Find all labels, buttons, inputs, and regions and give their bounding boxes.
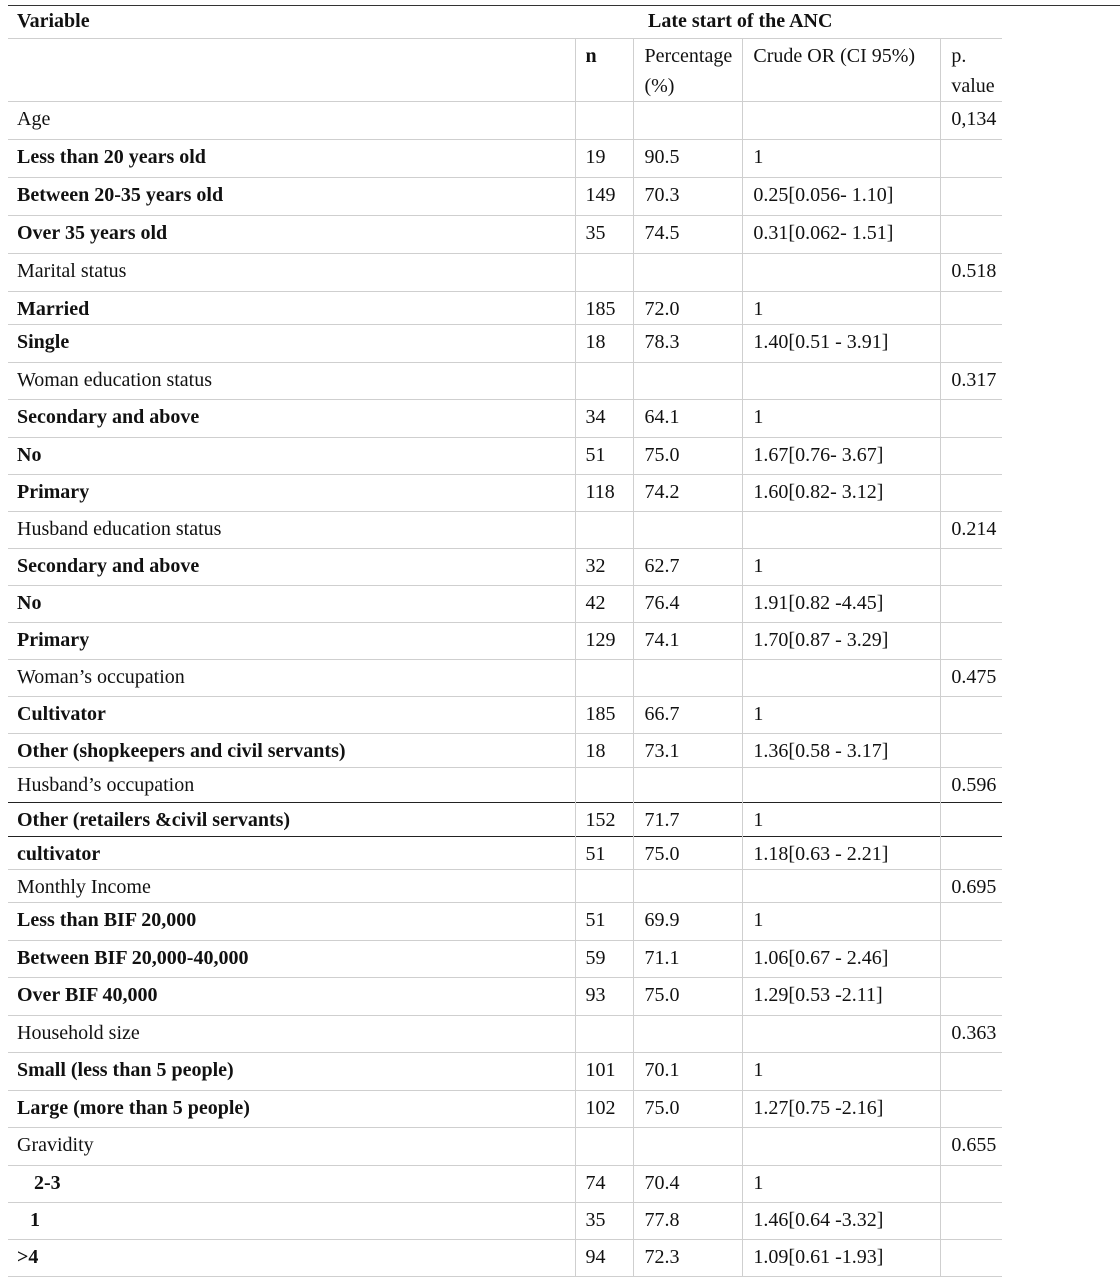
row-percentage: 77.8 (634, 1203, 743, 1240)
table-row (8, 697, 1002, 734)
row-pvalue (941, 1203, 1002, 1240)
row-crude-or: 1.67[0.76- 3.67] (743, 438, 941, 475)
results-table (8, 38, 1002, 1277)
row-percentage (634, 102, 743, 140)
column-header-pvalue: p. value (941, 39, 1002, 102)
row-label: Large (more than 5 people) (8, 1091, 575, 1128)
row-label: Small (less than 5 people) (8, 1053, 575, 1091)
row-n: 149 (575, 178, 634, 216)
row-label: Married (8, 292, 575, 325)
column-header-crude-or: Crude OR (CI 95%) (743, 39, 941, 102)
row-crude-or (743, 870, 941, 903)
row-n: 51 (575, 438, 634, 475)
row-crude-or (743, 363, 941, 400)
row-pvalue (941, 400, 1002, 438)
table-row (8, 803, 1002, 837)
row-crude-or: 1.36[0.58 - 3.17] (743, 734, 941, 768)
row-crude-or: 0.31[0.062- 1.51] (743, 216, 941, 254)
row-label: Cultivator (8, 697, 575, 734)
row-percentage: 78.3 (634, 325, 743, 363)
row-percentage: 75.0 (634, 1091, 743, 1128)
table-row (8, 978, 1002, 1016)
row-label: Husband education status (8, 512, 575, 549)
row-pvalue (941, 1166, 1002, 1203)
row-n (575, 1128, 634, 1166)
column-header-row (8, 39, 1002, 102)
table-body (8, 39, 1002, 1277)
row-crude-or: 1 (743, 400, 941, 438)
table-group-row (8, 660, 1002, 697)
row-crude-or (743, 512, 941, 549)
row-n: 34 (575, 400, 634, 438)
row-crude-or: 1 (743, 292, 941, 325)
row-percentage: 90.5 (634, 140, 743, 178)
row-crude-or: 1.70[0.87 - 3.29] (743, 623, 941, 660)
row-n: 19 (575, 140, 634, 178)
table-group-row (8, 1016, 1002, 1053)
row-percentage (634, 768, 743, 803)
row-pvalue (941, 325, 1002, 363)
row-label: Secondary and above (8, 549, 575, 586)
row-label: Secondary and above (8, 400, 575, 438)
table-row (8, 837, 1002, 870)
table-group-row (8, 102, 1002, 140)
row-n (575, 512, 634, 549)
column-header-variable-blank (8, 39, 575, 102)
row-n: 18 (575, 734, 634, 768)
row-percentage: 75.0 (634, 438, 743, 475)
row-pvalue: 0.214 (941, 512, 1002, 549)
row-n: 35 (575, 1203, 634, 1240)
row-percentage: 66.7 (634, 697, 743, 734)
row-label: Monthly Income (8, 870, 575, 903)
row-label: 2-3 (8, 1166, 575, 1203)
table-row (8, 400, 1002, 438)
row-crude-or: 1 (743, 1053, 941, 1091)
row-n: 18 (575, 325, 634, 363)
row-n: 42 (575, 586, 634, 623)
row-pvalue (941, 837, 1002, 870)
row-crude-or: 1.60[0.82- 3.12] (743, 475, 941, 512)
row-percentage: 71.1 (634, 941, 743, 978)
row-crude-or: 0.25[0.056- 1.10] (743, 178, 941, 216)
row-crude-or: 1.46[0.64 -3.32] (743, 1203, 941, 1240)
row-n: 101 (575, 1053, 634, 1091)
row-n: 118 (575, 475, 634, 512)
table-row (8, 734, 1002, 768)
table-row (8, 140, 1002, 178)
row-n: 185 (575, 292, 634, 325)
row-pvalue (941, 1240, 1002, 1277)
table-row (8, 438, 1002, 475)
table-row (8, 903, 1002, 941)
row-pvalue (941, 216, 1002, 254)
row-percentage: 74.1 (634, 623, 743, 660)
row-n: 129 (575, 623, 634, 660)
row-pvalue (941, 475, 1002, 512)
row-label: Single (8, 325, 575, 363)
row-n: 59 (575, 941, 634, 978)
row-label: Other (retailers &civil servants) (8, 803, 575, 837)
row-n (575, 102, 634, 140)
row-crude-or: 1 (743, 803, 941, 837)
row-label: Between 20-35 years old (8, 178, 575, 216)
row-label: Woman education status (8, 363, 575, 400)
row-crude-or: 1 (743, 1166, 941, 1203)
row-percentage: 72.3 (634, 1240, 743, 1277)
row-percentage: 74.5 (634, 216, 743, 254)
row-pvalue: 0,134 (941, 102, 1002, 140)
table-top-rule (8, 5, 1120, 6)
table-group-row (8, 1128, 1002, 1166)
row-label: Marital status (8, 254, 575, 292)
table-group-row (8, 512, 1002, 549)
column-header-percentage: Percentage (%) (634, 39, 743, 102)
row-pvalue: 0.317 (941, 363, 1002, 400)
row-percentage: 70.4 (634, 1166, 743, 1203)
row-pvalue (941, 734, 1002, 768)
row-label: Less than BIF 20,000 (8, 903, 575, 941)
row-crude-or: 1.18[0.63 - 2.21] (743, 837, 941, 870)
row-n (575, 870, 634, 903)
row-percentage: 62.7 (634, 549, 743, 586)
column-header-n: n (575, 39, 634, 102)
table-row (8, 178, 1002, 216)
row-crude-or (743, 768, 941, 803)
table-row (8, 292, 1002, 325)
row-n (575, 1016, 634, 1053)
table-row (8, 586, 1002, 623)
table-row (8, 325, 1002, 363)
row-crude-or: 1.40[0.51 - 3.91] (743, 325, 941, 363)
row-pvalue (941, 178, 1002, 216)
row-pvalue: 0.475 (941, 660, 1002, 697)
table-row (8, 1203, 1002, 1240)
row-percentage: 75.0 (634, 837, 743, 870)
row-pvalue (941, 623, 1002, 660)
row-pvalue (941, 697, 1002, 734)
row-crude-or: 1 (743, 697, 941, 734)
row-percentage (634, 1016, 743, 1053)
row-n (575, 768, 634, 803)
row-label: Age (8, 102, 575, 140)
row-pvalue (941, 1053, 1002, 1091)
row-crude-or (743, 102, 941, 140)
row-label: Husband’s occupation (8, 768, 575, 803)
row-n: 51 (575, 903, 634, 941)
row-label: Over BIF 40,000 (8, 978, 575, 1016)
table-row (8, 216, 1002, 254)
table-group-row (8, 870, 1002, 903)
row-percentage (634, 254, 743, 292)
row-percentage (634, 1128, 743, 1166)
row-percentage: 76.4 (634, 586, 743, 623)
row-label: Woman’s occupation (8, 660, 575, 697)
row-pvalue: 0.518 (941, 254, 1002, 292)
row-crude-or (743, 254, 941, 292)
row-crude-or: 1.91[0.82 -4.45] (743, 586, 941, 623)
row-pvalue (941, 549, 1002, 586)
table-row (8, 1091, 1002, 1128)
row-pvalue (941, 292, 1002, 325)
row-n (575, 363, 634, 400)
row-pvalue (941, 803, 1002, 837)
row-label: 1 (8, 1203, 575, 1240)
row-percentage (634, 660, 743, 697)
row-label: Primary (8, 623, 575, 660)
row-percentage: 71.7 (634, 803, 743, 837)
row-n: 35 (575, 216, 634, 254)
row-n: 94 (575, 1240, 634, 1277)
row-crude-or: 1.06[0.67 - 2.46] (743, 941, 941, 978)
row-percentage: 69.9 (634, 903, 743, 941)
row-n: 102 (575, 1091, 634, 1128)
row-n: 152 (575, 803, 634, 837)
row-pvalue (941, 941, 1002, 978)
table-row (8, 941, 1002, 978)
row-crude-or: 1.27[0.75 -2.16] (743, 1091, 941, 1128)
row-label: No (8, 586, 575, 623)
table-row (8, 1053, 1002, 1091)
row-pvalue (941, 586, 1002, 623)
row-percentage: 64.1 (634, 400, 743, 438)
row-crude-or (743, 1016, 941, 1053)
row-crude-or (743, 1128, 941, 1166)
row-crude-or: 1 (743, 549, 941, 586)
row-label: Primary (8, 475, 575, 512)
row-pvalue (941, 978, 1002, 1016)
row-pvalue: 0.596 (941, 768, 1002, 803)
row-label: No (8, 438, 575, 475)
row-n: 51 (575, 837, 634, 870)
row-pvalue (941, 438, 1002, 475)
row-crude-or: 1 (743, 903, 941, 941)
table-row (8, 623, 1002, 660)
row-label: Over 35 years old (8, 216, 575, 254)
table-row (8, 475, 1002, 512)
row-pvalue (941, 140, 1002, 178)
row-percentage: 73.1 (634, 734, 743, 768)
row-pvalue (941, 1091, 1002, 1128)
row-percentage (634, 512, 743, 549)
row-percentage: 70.1 (634, 1053, 743, 1091)
row-crude-or (743, 660, 941, 697)
table-row (8, 1166, 1002, 1203)
row-percentage (634, 363, 743, 400)
row-n (575, 254, 634, 292)
row-n (575, 660, 634, 697)
row-label: Other (shopkeepers and civil servants) (8, 734, 575, 768)
row-label: Less than 20 years old (8, 140, 575, 178)
row-percentage: 72.0 (634, 292, 743, 325)
row-label: >4 (8, 1240, 575, 1277)
group-header-late-start-anc: Late start of the ANC (648, 10, 833, 32)
row-n: 185 (575, 697, 634, 734)
row-n: 74 (575, 1166, 634, 1203)
row-crude-or: 1 (743, 140, 941, 178)
row-percentage: 75.0 (634, 978, 743, 1016)
row-label: Household size (8, 1016, 575, 1053)
row-percentage (634, 870, 743, 903)
row-crude-or: 1.29[0.53 -2.11] (743, 978, 941, 1016)
row-n: 32 (575, 549, 634, 586)
row-label: Gravidity (8, 1128, 575, 1166)
row-pvalue (941, 903, 1002, 941)
row-percentage: 70.3 (634, 178, 743, 216)
table-group-row (8, 254, 1002, 292)
table-row (8, 549, 1002, 586)
table-group-row (8, 363, 1002, 400)
table-row (8, 1240, 1002, 1277)
row-label: Between BIF 20,000-40,000 (8, 941, 575, 978)
row-percentage: 74.2 (634, 475, 743, 512)
table-group-row (8, 768, 1002, 803)
row-label: cultivator (8, 837, 575, 870)
row-pvalue: 0.363 (941, 1016, 1002, 1053)
variable-header: Variable (17, 10, 90, 32)
row-crude-or: 1.09[0.61 -1.93] (743, 1240, 941, 1277)
row-pvalue: 0.695 (941, 870, 1002, 903)
row-pvalue: 0.655 (941, 1128, 1002, 1166)
row-n: 93 (575, 978, 634, 1016)
